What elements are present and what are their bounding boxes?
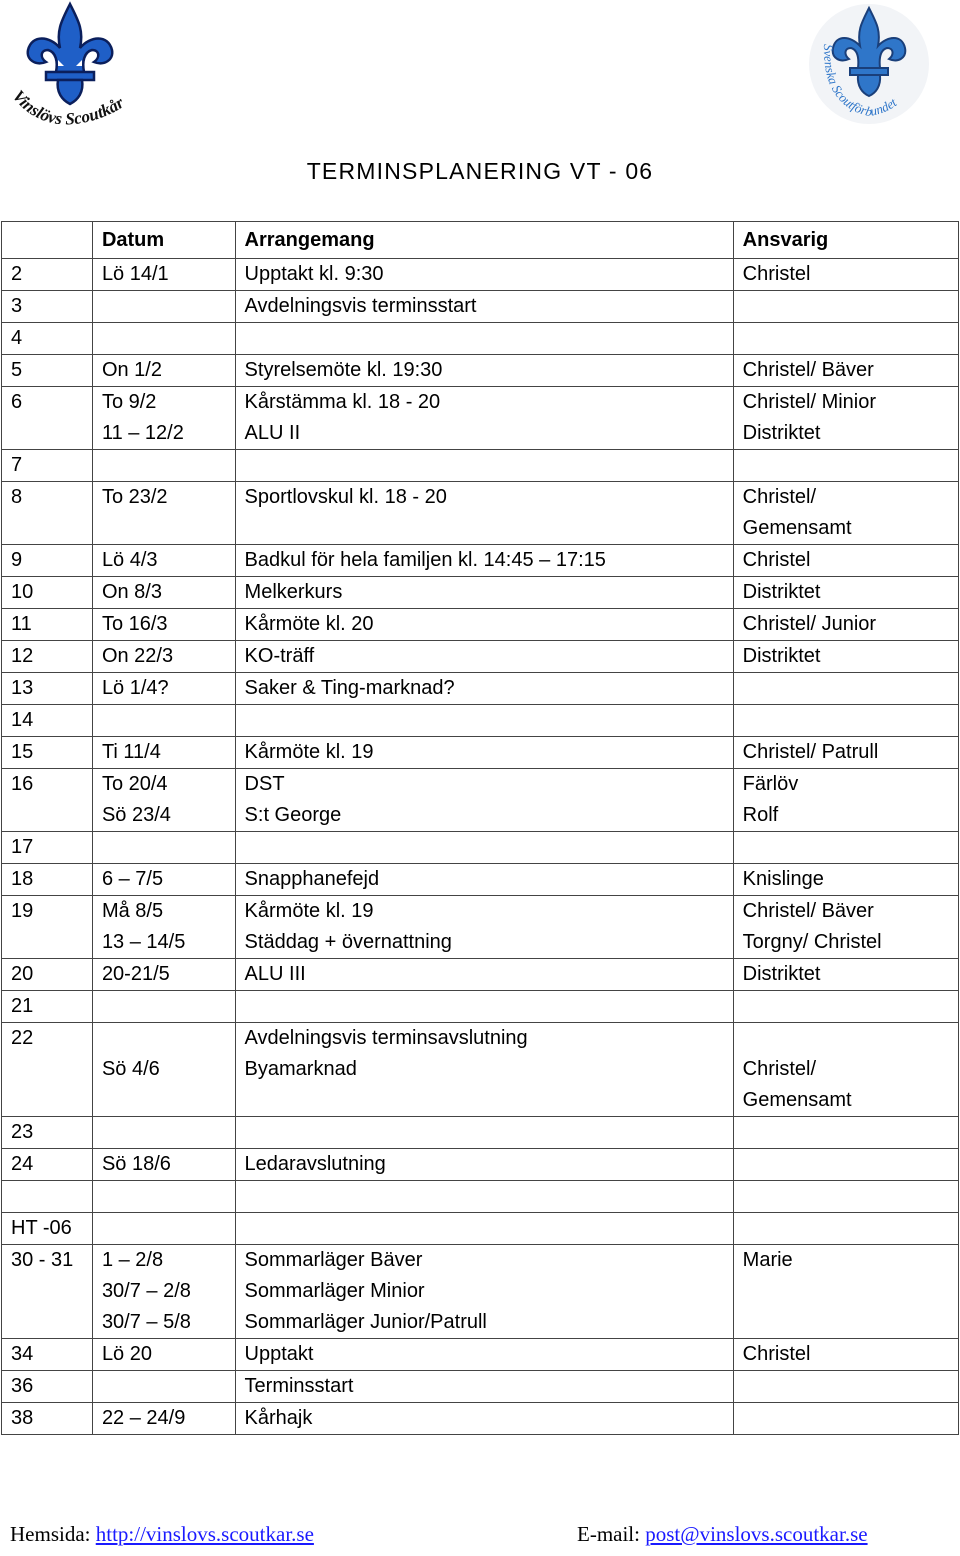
date-text: Lö 4/3: [101, 549, 158, 571]
cell-activity: [235, 450, 733, 482]
cell-responsible: [733, 450, 958, 482]
date-text: [102, 1117, 235, 1148]
cell-date: [92, 450, 235, 482]
cell-week: [2, 959, 93, 991]
cell-week: [2, 291, 93, 323]
cell-activity: [235, 737, 733, 769]
activity-text: Upptakt kl. 9:30: [244, 263, 384, 285]
cell-date: [92, 1245, 235, 1339]
cell-activity: [235, 1371, 733, 1403]
cell-responsible: [733, 482, 958, 545]
cell-responsible: [733, 291, 958, 323]
cell-responsible: [733, 259, 958, 291]
cell-activity: [235, 291, 733, 323]
cell-week: [2, 323, 93, 355]
cell-date: [92, 291, 235, 323]
cell-week: [2, 1149, 93, 1181]
responsible-text: Christel/: [742, 1058, 817, 1080]
cell-activity: [235, 1117, 733, 1149]
cell-date: [92, 1181, 235, 1213]
activity-text: [245, 1181, 733, 1212]
activity-text: Byamarknad: [244, 1058, 357, 1080]
date-text: Sö 18/6: [101, 1153, 171, 1175]
cell-activity: [235, 545, 733, 577]
cell-responsible: [733, 896, 958, 959]
week-text: [11, 1181, 92, 1212]
week-text: 11: [11, 613, 32, 635]
table-row: [2, 545, 959, 577]
cell-responsible: [733, 1181, 958, 1213]
cell-week: [2, 769, 93, 832]
activity-text: Kårmöte kl. 19: [244, 900, 374, 922]
date-text: [102, 450, 235, 481]
week-text: 5: [11, 359, 23, 381]
cell-date: [92, 545, 235, 577]
week-text: 16: [11, 773, 34, 795]
cell-date: [92, 705, 235, 737]
week-text: 2: [11, 263, 23, 285]
cell-responsible: [733, 1023, 958, 1117]
cell-responsible: [733, 641, 958, 673]
date-text: [102, 323, 235, 354]
header-week: [2, 222, 93, 259]
table-row: [2, 705, 959, 737]
week-text: 22: [11, 1027, 34, 1049]
week-text: HT -06: [11, 1217, 72, 1239]
cell-date: [92, 387, 235, 450]
week-text: 7: [11, 454, 23, 476]
responsible-text: Christel/ Bäver: [742, 359, 874, 381]
responsible-text: Torgny/ Christel: [742, 931, 882, 953]
cell-responsible: [733, 673, 958, 705]
cell-date: [92, 1339, 235, 1371]
cell-week: [2, 705, 93, 737]
cell-week: [2, 737, 93, 769]
table-row: [2, 1403, 959, 1435]
week-text: 36: [11, 1375, 34, 1397]
cell-activity: [235, 769, 733, 832]
table-row: [2, 1339, 959, 1371]
cell-responsible: [733, 832, 958, 864]
date-text: Lö 20: [101, 1343, 152, 1365]
activity-text: Sommarläger Bäver: [244, 1249, 423, 1271]
cell-week: [2, 482, 93, 545]
week-text: 20: [11, 963, 34, 985]
responsible-text: [743, 673, 958, 704]
responsible-text: Christel/ Patrull: [742, 741, 879, 763]
activity-text: [245, 323, 733, 354]
cell-responsible: [733, 323, 958, 355]
responsible-text: [743, 991, 958, 1022]
week-text: 21: [11, 995, 34, 1017]
table-row: [2, 769, 959, 832]
responsible-text: [743, 291, 958, 322]
table-row: [2, 1117, 959, 1149]
table-row: [2, 959, 959, 991]
table-header-row: [2, 222, 959, 259]
date-text: Må 8/5: [101, 900, 164, 922]
header-activity: Arrangemang: [235, 222, 733, 259]
responsible-text: Marie: [742, 1249, 793, 1271]
email-label: E-mail:: [577, 1522, 646, 1546]
cell-activity: [235, 355, 733, 387]
week-text: 3: [11, 295, 23, 317]
homepage-info: [10, 1522, 314, 1547]
date-text: [102, 1181, 235, 1212]
activity-text: Sommarläger Minior: [244, 1280, 425, 1302]
activity-text: [245, 705, 733, 736]
responsible-text: [743, 1117, 958, 1148]
activity-text: [245, 991, 733, 1022]
week-text: 30 - 31: [11, 1249, 74, 1271]
cell-week: [2, 355, 93, 387]
table-row: [2, 991, 959, 1023]
responsible-text: Christel/ Bäver: [742, 900, 874, 922]
cell-activity: [235, 1181, 733, 1213]
cell-date: [92, 1149, 235, 1181]
activity-text: ALU III: [244, 963, 306, 985]
cell-week: [2, 387, 93, 450]
week-text: 9: [11, 549, 23, 571]
responsible-text: Distriktet: [742, 963, 821, 985]
date-text: [102, 705, 235, 736]
date-text: [102, 832, 235, 863]
cell-activity: [235, 1149, 733, 1181]
cell-responsible: [733, 1245, 958, 1339]
date-text: 30/7 – 5/8: [101, 1311, 191, 1333]
cell-activity: [235, 1213, 733, 1245]
responsible-text: [743, 705, 958, 736]
date-text: To 23/2: [101, 486, 168, 508]
week-text: 24: [11, 1153, 34, 1175]
week-text: 10: [11, 581, 34, 603]
week-text: 14: [11, 709, 34, 731]
date-text: [102, 291, 235, 322]
table-row: [2, 1181, 959, 1213]
cell-week: [2, 641, 93, 673]
cell-activity: [235, 1403, 733, 1435]
activity-text: Upptakt: [244, 1343, 314, 1365]
activity-text: KO-träff: [244, 645, 315, 667]
week-text: 17: [11, 836, 34, 858]
table-row: [2, 323, 959, 355]
table-row: [2, 864, 959, 896]
responsible-text: Christel: [742, 263, 811, 285]
week-text: 6: [11, 391, 23, 413]
cell-week: [2, 864, 93, 896]
cell-week: [2, 832, 93, 864]
responsible-text: [743, 1023, 958, 1054]
activity-text: Avdelningsvis terminsstart: [244, 295, 477, 317]
cell-week: [2, 1213, 93, 1245]
table-row: [2, 1371, 959, 1403]
responsible-text: [743, 1213, 958, 1244]
cell-date: [92, 769, 235, 832]
cell-week: [2, 609, 93, 641]
schedule-table: [1, 221, 959, 1435]
cell-week: [2, 577, 93, 609]
cell-activity: [235, 864, 733, 896]
activity-text: Melkerkurs: [244, 581, 343, 603]
date-text: [102, 1371, 235, 1402]
table-row: [2, 450, 959, 482]
responsible-text: Christel: [742, 549, 811, 571]
left-logo-text: Vinslövs Scoutkår: [8, 86, 128, 128]
table-row: [2, 1213, 959, 1245]
cell-week: [2, 1403, 93, 1435]
cell-responsible: [733, 1403, 958, 1435]
cell-date: [92, 1117, 235, 1149]
table-row: [2, 737, 959, 769]
cell-activity: [235, 482, 733, 545]
cell-activity: [235, 577, 733, 609]
cell-date: [92, 1213, 235, 1245]
week-text: 4: [11, 327, 23, 349]
responsible-text: Christel/ Junior: [742, 613, 877, 635]
cell-responsible: [733, 1339, 958, 1371]
cell-date: [92, 832, 235, 864]
cell-week: [2, 991, 93, 1023]
cell-responsible: [733, 705, 958, 737]
date-text: 1 – 2/8: [101, 1249, 164, 1271]
cell-week: [2, 1371, 93, 1403]
activity-text: Ledaravslutning: [244, 1153, 386, 1175]
table-row: [2, 482, 959, 545]
week-text: 12: [11, 645, 34, 667]
cell-responsible: [733, 769, 958, 832]
date-text: [102, 991, 235, 1022]
cell-date: [92, 641, 235, 673]
responsible-text: Christel/ Minior: [742, 391, 877, 413]
email-link[interactable]: post@vinslovs.scoutkar.se: [645, 1522, 868, 1546]
date-text: On 8/3: [101, 581, 162, 603]
date-text: On 22/3: [101, 645, 174, 667]
week-text: 18: [11, 868, 34, 890]
week-text: 34: [11, 1343, 34, 1365]
date-text: 6 – 7/5: [101, 868, 164, 890]
week-text: 38: [11, 1407, 34, 1429]
responsible-text: [743, 450, 958, 481]
cell-responsible: [733, 545, 958, 577]
cell-date: [92, 864, 235, 896]
cell-date: [92, 482, 235, 545]
cell-activity: [235, 896, 733, 959]
cell-activity: [235, 705, 733, 737]
responsible-text: Christel/: [742, 486, 817, 508]
table-row: [2, 259, 959, 291]
week-text: 13: [11, 677, 34, 699]
cell-date: [92, 1403, 235, 1435]
activity-text: Snapphanefejd: [244, 868, 380, 890]
cell-activity: [235, 673, 733, 705]
date-text: To 16/3: [101, 613, 168, 635]
header-date: Datum: [92, 222, 235, 259]
activity-text: [245, 1117, 733, 1148]
date-text: Sö 23/4: [101, 804, 171, 826]
responsible-text: [743, 1181, 958, 1212]
activity-text: [245, 450, 733, 481]
table-row: [2, 896, 959, 959]
cell-activity: [235, 259, 733, 291]
cell-date: [92, 323, 235, 355]
cell-responsible: [733, 1213, 958, 1245]
cell-week: [2, 259, 93, 291]
date-text: 20-21/5: [101, 963, 170, 985]
cell-activity: [235, 609, 733, 641]
right-logo-text: Svenska Scoutförbundet: [820, 44, 900, 120]
activity-text: Terminsstart: [244, 1375, 354, 1397]
cell-date: [92, 737, 235, 769]
activity-text: Saker & Ting-marknad?: [244, 677, 455, 699]
responsible-text: Distriktet: [742, 581, 821, 603]
date-text: Ti 11/4: [101, 741, 161, 763]
activity-text: Kårmöte kl. 19: [244, 741, 374, 763]
cell-date: [92, 1371, 235, 1403]
cell-week: [2, 545, 93, 577]
cell-responsible: [733, 991, 958, 1023]
date-text: Sö 4/6: [101, 1058, 160, 1080]
email-info: [577, 1522, 868, 1547]
cell-date: [92, 1023, 235, 1117]
responsible-text: Gemensamt: [742, 1089, 852, 1111]
cell-responsible: [733, 1371, 958, 1403]
table-row: [2, 387, 959, 450]
activity-text: S:t George: [244, 804, 342, 826]
cell-activity: [235, 387, 733, 450]
cell-week: [2, 450, 93, 482]
date-text: Lö 14/1: [101, 263, 169, 285]
cell-responsible: [733, 1117, 958, 1149]
responsible-text: [743, 832, 958, 863]
week-text: 8: [11, 486, 23, 508]
date-text: Lö 1/4?: [101, 677, 169, 699]
cell-activity: [235, 991, 733, 1023]
vinslovs-scoutkar-logo: [6, 0, 134, 128]
date-text: 11 – 12/2: [101, 422, 184, 444]
cell-responsible: [733, 577, 958, 609]
cell-date: [92, 959, 235, 991]
cell-date: [92, 673, 235, 705]
cell-week: [2, 1339, 93, 1371]
week-text: 19: [11, 900, 34, 922]
cell-date: [92, 259, 235, 291]
cell-date: [92, 896, 235, 959]
date-text: 13 – 14/5: [101, 931, 186, 953]
responsible-text: Distriktet: [742, 422, 821, 444]
cell-week: [2, 1245, 93, 1339]
responsible-text: Distriktet: [742, 645, 821, 667]
cell-responsible: [733, 387, 958, 450]
cell-date: [92, 609, 235, 641]
cell-responsible: [733, 355, 958, 387]
activity-text: DST: [244, 773, 285, 795]
footer: [0, 1522, 960, 1552]
week-text: 15: [11, 741, 34, 763]
responsible-text: Christel: [742, 1343, 811, 1365]
activity-text: [245, 1213, 733, 1244]
table-row: [2, 641, 959, 673]
activity-text: Sportlovskul kl. 18 - 20: [244, 486, 447, 508]
cell-week: [2, 673, 93, 705]
activity-text: Kårmöte kl. 20: [244, 613, 374, 635]
cell-date: [92, 577, 235, 609]
cell-activity: [235, 959, 733, 991]
date-text: 22 – 24/9: [101, 1407, 186, 1429]
homepage-label: Hemsida:: [10, 1522, 96, 1546]
cell-responsible: [733, 1149, 958, 1181]
cell-date: [92, 355, 235, 387]
cell-date: [92, 991, 235, 1023]
table-row: [2, 355, 959, 387]
header-responsible: Ansvarig: [733, 222, 958, 259]
responsible-text: Gemensamt: [742, 517, 852, 539]
table-row: [2, 1023, 959, 1117]
table-row: [2, 609, 959, 641]
week-text: 23: [11, 1121, 34, 1143]
cell-activity: [235, 1245, 733, 1339]
cell-responsible: [733, 864, 958, 896]
date-text: [102, 1023, 235, 1054]
date-text: To 20/4: [101, 773, 168, 795]
activity-text: Avdelningsvis terminsavslutning: [244, 1027, 528, 1049]
responsible-text: [743, 1149, 958, 1180]
activity-text: Kårstämma kl. 18 - 20: [244, 391, 441, 413]
cell-activity: [235, 323, 733, 355]
cell-responsible: [733, 609, 958, 641]
table-row: [2, 291, 959, 323]
cell-activity: [235, 641, 733, 673]
table-row: [2, 673, 959, 705]
cell-week: [2, 1181, 93, 1213]
homepage-link[interactable]: http://vinslovs.scoutkar.se: [95, 1522, 314, 1546]
cell-week: [2, 896, 93, 959]
table-row: [2, 832, 959, 864]
table-row: [2, 577, 959, 609]
cell-responsible: [733, 737, 958, 769]
table-row: [2, 1149, 959, 1181]
date-text: On 1/2: [101, 359, 162, 381]
cell-activity: [235, 1023, 733, 1117]
cell-week: [2, 1117, 93, 1149]
responsible-text: Färlöv: [742, 773, 799, 795]
svenska-scoutforbundet-logo: [808, 0, 930, 128]
cell-activity: [235, 1339, 733, 1371]
date-text: To 9/2: [101, 391, 157, 413]
activity-text: ALU II: [244, 422, 301, 444]
responsible-text: [743, 323, 958, 354]
activity-text: Badkul för hela familjen kl. 14:45 – 17:15: [244, 549, 606, 571]
table-row: [2, 1245, 959, 1339]
activity-text: Städdag + övernattning: [244, 931, 452, 953]
date-text: 30/7 – 2/8: [101, 1280, 191, 1302]
page-title: TERMINSPLANERING VT - 06: [306, 158, 654, 184]
responsible-text: Knislinge: [742, 868, 824, 890]
cell-activity: [235, 832, 733, 864]
responsible-text: [743, 1371, 958, 1402]
activity-text: [245, 832, 733, 863]
responsible-text: Rolf: [742, 804, 779, 826]
activity-text: Sommarläger Junior/Patrull: [244, 1311, 487, 1333]
activity-text: Styrelsemöte kl. 19:30: [244, 359, 443, 381]
activity-text: Kårhajk: [244, 1407, 313, 1429]
responsible-text: [743, 1403, 958, 1434]
cell-week: [2, 1023, 93, 1117]
date-text: [102, 1213, 235, 1244]
cell-responsible: [733, 959, 958, 991]
